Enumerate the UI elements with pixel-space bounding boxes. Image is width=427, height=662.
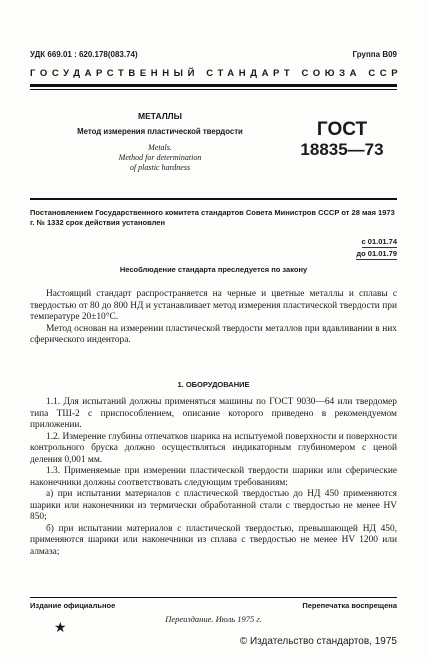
clause-1-3-b: б) при испытании материалов с пластической твердостью, превышающей НД 450, применяются шарики или наконечники из сплава с твердостью не менее HV 1200 или алмаза; <box>30 523 397 557</box>
group-code: Группа В09 <box>352 50 397 59</box>
star-icon: ★ <box>54 621 67 636</box>
english-title-line-1: Metals. <box>148 143 172 152</box>
copyright-notice: © Издательство стандартов, 1975 <box>239 636 397 647</box>
state-standard-banner: ГОСУДАРСТВЕННЫЙ СТАНДАРТ СОЮЗА ССР <box>30 68 403 79</box>
decree-text: Постановлением Государственного комитета стандартов Совета Министров СССР от 28 мая 1973 г. № 1332 срок действия установлен <box>30 208 395 227</box>
header-rule-thin <box>30 89 397 90</box>
udk-code: УДК 669.01 : 620.178(083.74) <box>30 50 138 59</box>
official-edition-label: Издание официальное <box>30 601 116 610</box>
valid-from: с 01.01.74 <box>361 237 397 246</box>
clause-1-1: 1.1. Для испытаний должны применяться машины по ГОСТ 9030—64 или твердомер типа ТШ-2 с приспособлением, описание которого приведено в рекомендуемом приложении. <box>30 397 397 430</box>
intro-text <box>30 289 397 347</box>
paragraph-scope: Настоящий стандарт распространяется на черные и цветные металлы и сплавы с твердостью от 80 до 800 НД и устанавливает метод измерения пластической твердости при температуре 20±10°С. <box>30 289 397 322</box>
footer-rule <box>30 597 397 598</box>
english-title <box>30 143 290 173</box>
title-rule <box>30 198 397 200</box>
english-title-line-3: of plastic hardness <box>129 163 191 172</box>
reissue-note: Переиздание. Июль 1975 г. <box>165 614 262 624</box>
clause-1-2: 1.2. Измерение глубины отпечатков шарика на испытуемой поверхности и поверхности контрольного бруска должно осуществляться индикаторным глубиномером с ценой деления 0,001 мм. <box>30 431 397 465</box>
reprint-notice: Перепечатка воспрещена <box>302 601 397 610</box>
paragraph-method: Метод основан на измерении пластической твердости металлов при вдавливании в них сферического индентора. <box>30 323 397 345</box>
clause-1-3: 1.3. Применяемые при измерении пластической твердости шарики или сферические наконечники должны соответствовать следующим требованиям: <box>30 466 397 488</box>
gost-number: 18835—73 <box>300 140 384 159</box>
document-subtitle: Метод измерения пластической твердости <box>77 127 243 136</box>
gost-designation <box>292 120 392 160</box>
document-title: МЕТАЛЛЫ <box>138 111 182 121</box>
validity-dates <box>356 236 397 260</box>
equipment-text <box>30 397 397 558</box>
english-title-line-2: Method for determination <box>118 153 202 162</box>
valid-to: до 01.01.79 <box>356 249 397 258</box>
gost-label: ГОСТ <box>316 119 368 140</box>
section-title-equipment: 1. ОБОРУДОВАНИЕ <box>177 380 250 389</box>
header-rule-thick <box>30 84 397 87</box>
penalty-notice: Несоблюдение стандарта преследуется по закону <box>119 265 308 274</box>
clause-1-3-a: а) при испытании материалов с пластической твердостью до НД 450 применяются шарики или наконечники из термически обработанной стали с твердостью не менее HV 850; <box>30 489 397 522</box>
